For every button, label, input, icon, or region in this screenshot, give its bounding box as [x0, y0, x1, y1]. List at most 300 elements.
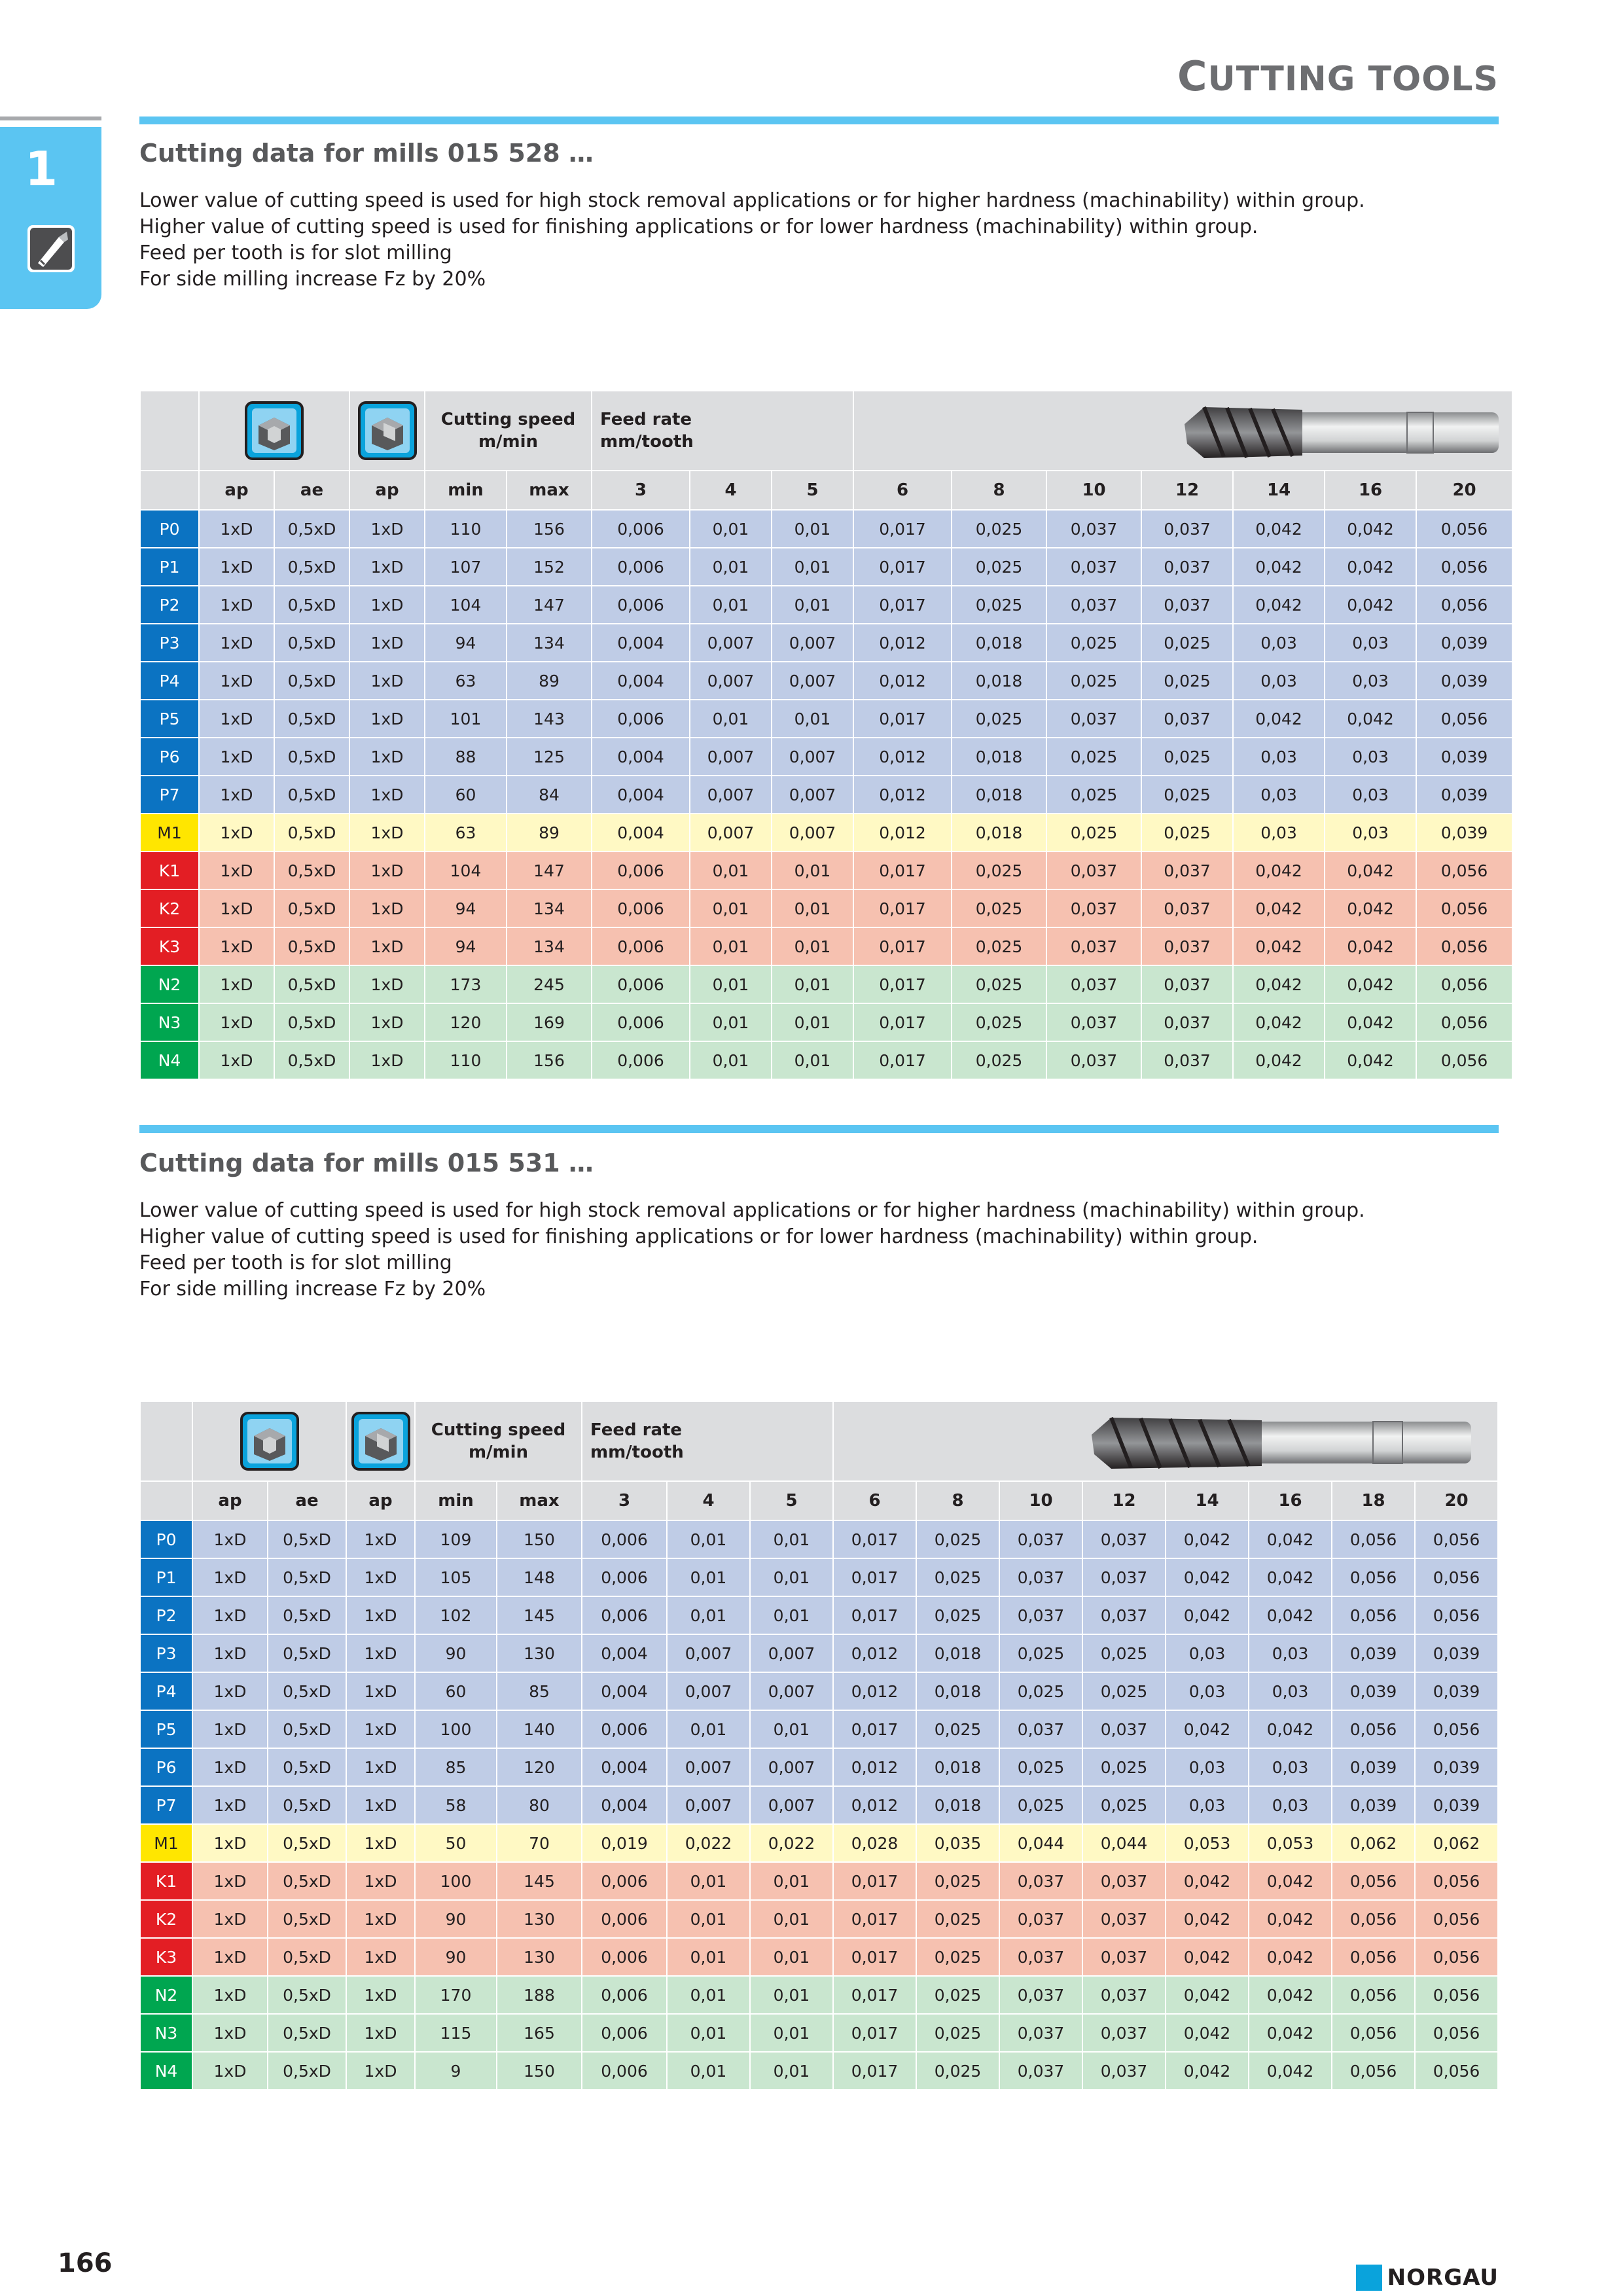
- table-cell: 0,017: [833, 1520, 916, 1558]
- material-group-label: P4: [140, 662, 199, 700]
- table-cell: 134: [507, 889, 592, 927]
- table-cell: 134: [507, 624, 592, 662]
- table-cell: 0,017: [833, 1558, 916, 1596]
- table-cell: 0,01: [690, 700, 772, 738]
- table-cell: 0,042: [1249, 2014, 1332, 2052]
- table-cell: 0,5xD: [274, 814, 349, 852]
- table-row: [140, 1938, 1498, 1976]
- table-cell: 0,007: [690, 814, 772, 852]
- table-cell: 105: [415, 1558, 497, 1596]
- table-cell: 0,042: [1233, 1041, 1325, 1079]
- table-cell: 1xD: [346, 1938, 415, 1976]
- table-cell: 0,025: [916, 1710, 999, 1748]
- table-cell: 0,5xD: [274, 776, 349, 814]
- material-group-label: P1: [140, 1558, 192, 1596]
- table-row: [140, 1634, 1498, 1672]
- material-group-label: N2: [140, 965, 199, 1003]
- table-cell: 0,056: [1332, 1976, 1415, 2014]
- table-cell: 0,007: [772, 624, 853, 662]
- material-group-label: K2: [140, 889, 199, 927]
- table-cell: 0,012: [853, 662, 952, 700]
- table-cell: 0,039: [1416, 624, 1512, 662]
- table-cell: 0,037: [999, 1596, 1082, 1634]
- table-cell: 0,5xD: [274, 586, 349, 624]
- table-cell: 0,037: [1082, 2014, 1166, 2052]
- table-cell: 0,042: [1249, 2052, 1332, 2090]
- table-cell: 85: [497, 1672, 582, 1710]
- table-cell: 0,007: [750, 1672, 833, 1710]
- table-cell: 0,01: [772, 927, 853, 965]
- table-cell: 0,007: [750, 1786, 833, 1824]
- table-cell: 1xD: [346, 1824, 415, 1862]
- table-cell: 0,037: [1141, 1003, 1233, 1041]
- column-header: 10: [1046, 471, 1141, 510]
- table-cell: 0,012: [833, 1672, 916, 1710]
- table-cell: 0,037: [999, 1558, 1082, 1596]
- column-header: 3: [582, 1481, 667, 1520]
- table-cell: 0,012: [833, 1748, 916, 1786]
- table-cell: 0,056: [1416, 586, 1512, 624]
- table-cell: 0,03: [1325, 776, 1416, 814]
- table-cell: 0,056: [1332, 2052, 1415, 2090]
- table-cell: 1xD: [346, 2052, 415, 2090]
- table-cell: 0,037: [1046, 510, 1141, 548]
- table-cell: 0,042: [1166, 1596, 1249, 1634]
- table-cell: 0,006: [582, 1520, 667, 1558]
- table-cell: 90: [415, 1900, 497, 1938]
- table-cell: 0,039: [1415, 1786, 1498, 1824]
- table-cell: 1xD: [349, 624, 425, 662]
- table-cell: 1xD: [199, 738, 274, 776]
- table-cell: 0,025: [916, 2014, 999, 2052]
- table-cell: 1xD: [346, 1862, 415, 1900]
- table-cell: 0,017: [833, 1596, 916, 1634]
- table-cell: 0,042: [1325, 852, 1416, 889]
- table-cell: 0,01: [690, 510, 772, 548]
- material-group-label: M1: [140, 814, 199, 852]
- table-cell: 0,017: [853, 889, 952, 927]
- table-cell: 0,037: [1141, 586, 1233, 624]
- table-cell: 0,03: [1166, 1748, 1249, 1786]
- table-cell: 0,5xD: [274, 927, 349, 965]
- table-cell: 0,042: [1233, 700, 1325, 738]
- material-group-label: K2: [140, 1900, 192, 1938]
- table-cell: 0,056: [1416, 1041, 1512, 1079]
- table-cell: 94: [425, 889, 507, 927]
- material-group-label: P1: [140, 548, 199, 586]
- table-cell: 0,004: [592, 814, 690, 852]
- table-cell: 0,025: [952, 965, 1046, 1003]
- chapter-number: 1: [25, 141, 58, 196]
- table-cell: 0,5xD: [268, 1710, 346, 1748]
- table-cell: 0,042: [1249, 1710, 1332, 1748]
- table-cell: 0,037: [1082, 1558, 1166, 1596]
- table-cell: 0,025: [952, 927, 1046, 965]
- table-cell: 0,006: [582, 1558, 667, 1596]
- table-cell: 0,012: [833, 1786, 916, 1824]
- table-cell: 0,042: [1233, 1003, 1325, 1041]
- table-cell: 0,056: [1415, 1900, 1498, 1938]
- table-cell: 0,025: [952, 852, 1046, 889]
- table-cell: 245: [507, 965, 592, 1003]
- table-cell: 0,025: [1082, 1634, 1166, 1672]
- table-cell: 0,01: [667, 1976, 750, 2014]
- table-cell: 134: [507, 927, 592, 965]
- table-cell: 0,037: [1082, 1938, 1166, 1976]
- chapter-tab: [0, 127, 101, 309]
- table-cell: 0,004: [582, 1748, 667, 1786]
- table-cell: 0,5xD: [274, 1041, 349, 1079]
- table-cell: 0,5xD: [268, 1596, 346, 1634]
- table-cell: 0,012: [853, 814, 952, 852]
- material-group-label: P6: [140, 1748, 192, 1786]
- column-header: 5: [750, 1481, 833, 1520]
- table-cell: 0,5xD: [274, 852, 349, 889]
- table-cell: 0,025: [952, 510, 1046, 548]
- material-group-label: P5: [140, 1710, 192, 1748]
- table-cell: 0,007: [667, 1786, 750, 1824]
- table-cell: 0,037: [999, 1520, 1082, 1558]
- table-cell: 0,056: [1332, 1938, 1415, 1976]
- table-cell: 0,042: [1233, 965, 1325, 1003]
- table-row: [140, 889, 1512, 927]
- table-cell: 0,01: [772, 548, 853, 586]
- table-cell: 0,017: [853, 852, 952, 889]
- table-cell: 0,017: [833, 1900, 916, 1938]
- table-cell: 0,5xD: [274, 889, 349, 927]
- material-group-label: K1: [140, 852, 199, 889]
- table-cell: 1xD: [346, 1710, 415, 1748]
- table-cell: 0,017: [853, 965, 952, 1003]
- table-cell: 0,03: [1325, 662, 1416, 700]
- table-cell: 1xD: [192, 1938, 268, 1976]
- table-cell: 1xD: [349, 510, 425, 548]
- table-cell: 0,017: [853, 510, 952, 548]
- table-cell: 0,006: [592, 586, 690, 624]
- table-cell: 0,025: [916, 1558, 999, 1596]
- table-cell: 0,042: [1233, 548, 1325, 586]
- table-cell: 0,006: [592, 510, 690, 548]
- table-cell: 0,01: [667, 1938, 750, 1976]
- table-cell: 0,037: [1046, 927, 1141, 965]
- table-cell: 0,01: [750, 1596, 833, 1634]
- cutting-data-table-2: [139, 1401, 1499, 2090]
- table-cell: 0,042: [1233, 852, 1325, 889]
- table-cell: 147: [507, 586, 592, 624]
- table-cell: 0,007: [690, 624, 772, 662]
- table-cell: 0,004: [592, 662, 690, 700]
- table-row: [140, 624, 1512, 662]
- table-cell: 0,5xD: [268, 1672, 346, 1710]
- table-row: [140, 2052, 1498, 2090]
- table-cell: 0,025: [916, 1938, 999, 1976]
- table-cell: 0,03: [1233, 814, 1325, 852]
- table-cell: 0,03: [1249, 1634, 1332, 1672]
- table-cell: 0,006: [592, 927, 690, 965]
- table-cell: 50: [415, 1824, 497, 1862]
- table-cell: 0,025: [1082, 1672, 1166, 1710]
- table-cell: 0,056: [1332, 1520, 1415, 1558]
- table-cell: 0,039: [1332, 1786, 1415, 1824]
- table-cell: 0,03: [1325, 814, 1416, 852]
- table-row: [140, 1824, 1498, 1862]
- table-cell: 90: [415, 1634, 497, 1672]
- table-cell: 0,5xD: [268, 1748, 346, 1786]
- table-cell: 0,037: [1082, 1710, 1166, 1748]
- column-header: min: [425, 471, 507, 510]
- table-cell: 107: [425, 548, 507, 586]
- table-cell: 0,01: [690, 965, 772, 1003]
- table-cell: 0,042: [1166, 2014, 1249, 2052]
- table-cell: 0,5xD: [274, 548, 349, 586]
- table-cell: 0,5xD: [274, 965, 349, 1003]
- table-cell: 0,037: [1046, 1003, 1141, 1041]
- table-cell: 0,037: [1046, 548, 1141, 586]
- table-cell: 0,025: [952, 586, 1046, 624]
- table-cell: 1xD: [346, 2014, 415, 2052]
- table-cell: 0,01: [750, 1520, 833, 1558]
- table-cell: 0,042: [1166, 1900, 1249, 1938]
- table-cell: 0,01: [690, 586, 772, 624]
- table-cell: 0,056: [1415, 2014, 1498, 2052]
- table-cell: 0,018: [916, 1634, 999, 1672]
- table-cell: 1xD: [192, 1558, 268, 1596]
- table-cell: 0,025: [916, 1900, 999, 1938]
- table-cell: 1xD: [199, 889, 274, 927]
- table-cell: 0,037: [1046, 1041, 1141, 1079]
- table-cell: 0,035: [916, 1824, 999, 1862]
- column-header: 3: [592, 471, 690, 510]
- table-cell: 0,025: [1046, 814, 1141, 852]
- table-cell: 0,037: [1082, 1976, 1166, 2014]
- table-cell: 143: [507, 700, 592, 738]
- table-cell: 0,006: [582, 1862, 667, 1900]
- table-cell: 0,053: [1166, 1824, 1249, 1862]
- table-cell: 0,006: [582, 2014, 667, 2052]
- column-header: 8: [952, 471, 1046, 510]
- table-cell: 0,042: [1325, 510, 1416, 548]
- table-row: [140, 700, 1512, 738]
- table-cell: 0,006: [582, 1976, 667, 2014]
- table-cell: 100: [415, 1862, 497, 1900]
- table-cell: 0,056: [1415, 1558, 1498, 1596]
- table-cell: 0,5xD: [274, 738, 349, 776]
- table-cell: 0,025: [1082, 1786, 1166, 1824]
- table-cell: 0,042: [1166, 1520, 1249, 1558]
- table-cell: 0,018: [952, 776, 1046, 814]
- material-group-label: N4: [140, 1041, 199, 1079]
- table-cell: 0,025: [952, 548, 1046, 586]
- table-cell: 0,017: [833, 1976, 916, 2014]
- table-row: [140, 1003, 1512, 1041]
- note: For side milling increase Fz by 20%: [139, 268, 486, 291]
- table-cell: 0,006: [582, 1710, 667, 1748]
- table-cell: 0,025: [916, 2052, 999, 2090]
- table-cell: 1xD: [199, 624, 274, 662]
- table-cell: 0,037: [1141, 965, 1233, 1003]
- table-cell: 145: [497, 1596, 582, 1634]
- table-cell: 0,056: [1415, 1596, 1498, 1634]
- table-cell: 0,5xD: [268, 1786, 346, 1824]
- section-1-title: Cutting data for mills 015 528 …: [139, 139, 594, 168]
- table-cell: 0,025: [1046, 662, 1141, 700]
- table-cell: 0,007: [750, 1748, 833, 1786]
- note: Higher value of cutting speed is used for finishing applications or for lower hardness (machinability) within group.: [139, 1225, 1258, 1248]
- table-cell: 58: [415, 1786, 497, 1824]
- table-cell: 0,025: [916, 1520, 999, 1558]
- slot-milling-icon: [240, 1411, 300, 1471]
- table-cell: 0,01: [772, 1041, 853, 1079]
- table-cell: 0,056: [1416, 548, 1512, 586]
- table-cell: 1xD: [349, 965, 425, 1003]
- table-row: [140, 776, 1512, 814]
- table-row: [140, 814, 1512, 852]
- cutting-data-table-1: [139, 390, 1513, 1080]
- table-cell: 0,01: [750, 1558, 833, 1596]
- table-cell: 0,025: [1046, 776, 1141, 814]
- table-cell: 1xD: [192, 1672, 268, 1710]
- column-header: ap: [346, 1481, 415, 1520]
- table-cell: 0,017: [853, 548, 952, 586]
- table-row: [140, 1596, 1498, 1634]
- material-group-label: K3: [140, 1938, 192, 1976]
- table-cell: 102: [415, 1596, 497, 1634]
- table-cell: 0,037: [1141, 510, 1233, 548]
- table-cell: 0,042: [1166, 1862, 1249, 1900]
- table-cell: 0,039: [1332, 1672, 1415, 1710]
- table-cell: 0,017: [853, 927, 952, 965]
- table-cell: 0,039: [1416, 776, 1512, 814]
- table-cell: 0,025: [1046, 738, 1141, 776]
- table-cell: 0,03: [1325, 738, 1416, 776]
- table-cell: 0,037: [1141, 852, 1233, 889]
- table-cell: 0,025: [1082, 1748, 1166, 1786]
- table-cell: 0,025: [1141, 624, 1233, 662]
- material-group-label: P3: [140, 1634, 192, 1672]
- table-cell: 101: [425, 700, 507, 738]
- table-cell: 70: [497, 1824, 582, 1862]
- table-cell: 0,025: [916, 1976, 999, 2014]
- note: Lower value of cutting speed is used for high stock removal applications or for higher hardness (machinability) within group.: [139, 189, 1365, 212]
- column-header: 20: [1416, 471, 1512, 510]
- table-cell: 1xD: [346, 1672, 415, 1710]
- table-cell: 0,03: [1249, 1672, 1332, 1710]
- table-cell: 0,017: [853, 1003, 952, 1041]
- column-header: 16: [1249, 1481, 1332, 1520]
- table-cell: 0,025: [952, 889, 1046, 927]
- table-cell: 1xD: [199, 1041, 274, 1079]
- table-cell: 0,037: [999, 1710, 1082, 1748]
- logo-square-icon: [1356, 2265, 1382, 2291]
- note: Feed per tooth is for slot milling: [139, 242, 452, 264]
- table-cell: 0,006: [582, 1596, 667, 1634]
- table-row: [140, 1520, 1498, 1558]
- table-cell: 0,053: [1249, 1824, 1332, 1862]
- table-cell: 0,042: [1325, 548, 1416, 586]
- table-cell: 0,025: [916, 1596, 999, 1634]
- table-cell: 0,037: [999, 1976, 1082, 2014]
- table-cell: 0,01: [690, 889, 772, 927]
- feed-rate-header: Feed rate mm/tooth: [592, 391, 853, 471]
- table-cell: 0,004: [592, 738, 690, 776]
- table-cell: 0,5xD: [274, 510, 349, 548]
- table-cell: 1xD: [192, 2052, 268, 2090]
- column-header: 14: [1166, 1481, 1249, 1520]
- table-cell: 63: [425, 662, 507, 700]
- table-cell: 115: [415, 2014, 497, 2052]
- table-cell: 156: [507, 1041, 592, 1079]
- table-cell: 0,037: [1046, 889, 1141, 927]
- table-cell: 0,042: [1249, 1976, 1332, 2014]
- table-cell: 0,062: [1415, 1824, 1498, 1862]
- table-cell: 0,037: [1141, 927, 1233, 965]
- table-cell: 0,018: [916, 1672, 999, 1710]
- material-group-label: P3: [140, 624, 199, 662]
- table-cell: 0,017: [853, 1041, 952, 1079]
- table-cell: 0,037: [1046, 700, 1141, 738]
- column-header: ap: [349, 471, 425, 510]
- column-header: 4: [667, 1481, 750, 1520]
- table-cell: 0,01: [750, 1938, 833, 1976]
- material-group-label: P0: [140, 510, 199, 548]
- table-cell: 0,037: [1082, 1862, 1166, 1900]
- table-cell: 0,01: [750, 2052, 833, 2090]
- table-cell: 89: [507, 814, 592, 852]
- table-cell: 0,01: [667, 1596, 750, 1634]
- table-cell: 1xD: [349, 738, 425, 776]
- table-cell: 0,056: [1416, 510, 1512, 548]
- table-cell: 1xD: [349, 814, 425, 852]
- table-cell: 0,5xD: [274, 700, 349, 738]
- table-cell: 0,01: [750, 1900, 833, 1938]
- table-cell: 0,017: [833, 1862, 916, 1900]
- table-cell: 152: [507, 548, 592, 586]
- table-cell: 0,5xD: [274, 624, 349, 662]
- table-cell: 0,01: [667, 1558, 750, 1596]
- table-cell: 0,056: [1332, 1710, 1415, 1748]
- table-cell: 90: [415, 1938, 497, 1976]
- table-cell: 0,5xD: [268, 1824, 346, 1862]
- table-cell: 0,017: [833, 2052, 916, 2090]
- table-cell: 0,007: [772, 738, 853, 776]
- table-cell: 0,056: [1416, 700, 1512, 738]
- table-row: [140, 2014, 1498, 2052]
- table-cell: 0,01: [750, 1862, 833, 1900]
- table-cell: 0,056: [1416, 965, 1512, 1003]
- table-cell: 0,039: [1415, 1748, 1498, 1786]
- table-cell: 0,018: [916, 1748, 999, 1786]
- note: Feed per tooth is for slot milling: [139, 1251, 452, 1274]
- section-2-notes: [139, 1198, 1365, 1302]
- table-cell: 1xD: [346, 1976, 415, 2014]
- column-header: 14: [1233, 471, 1325, 510]
- material-group-label: K3: [140, 927, 199, 965]
- column-header: max: [507, 471, 592, 510]
- table-cell: 0,037: [999, 2014, 1082, 2052]
- table-cell: 0,037: [1141, 700, 1233, 738]
- table-column-header-row: [140, 1481, 1498, 1520]
- table-cell: 0,056: [1415, 1938, 1498, 1976]
- table-cell: 0,019: [582, 1824, 667, 1862]
- table-cell: 1xD: [349, 1041, 425, 1079]
- table-cell: 0,01: [667, 1862, 750, 1900]
- table-cell: 0,03: [1249, 1786, 1332, 1824]
- material-group-label: P2: [140, 1596, 192, 1634]
- table-cell: 0,039: [1415, 1672, 1498, 1710]
- table-cell: 0,006: [582, 2052, 667, 2090]
- table-row: [140, 927, 1512, 965]
- table-cell: 0,042: [1166, 1938, 1249, 1976]
